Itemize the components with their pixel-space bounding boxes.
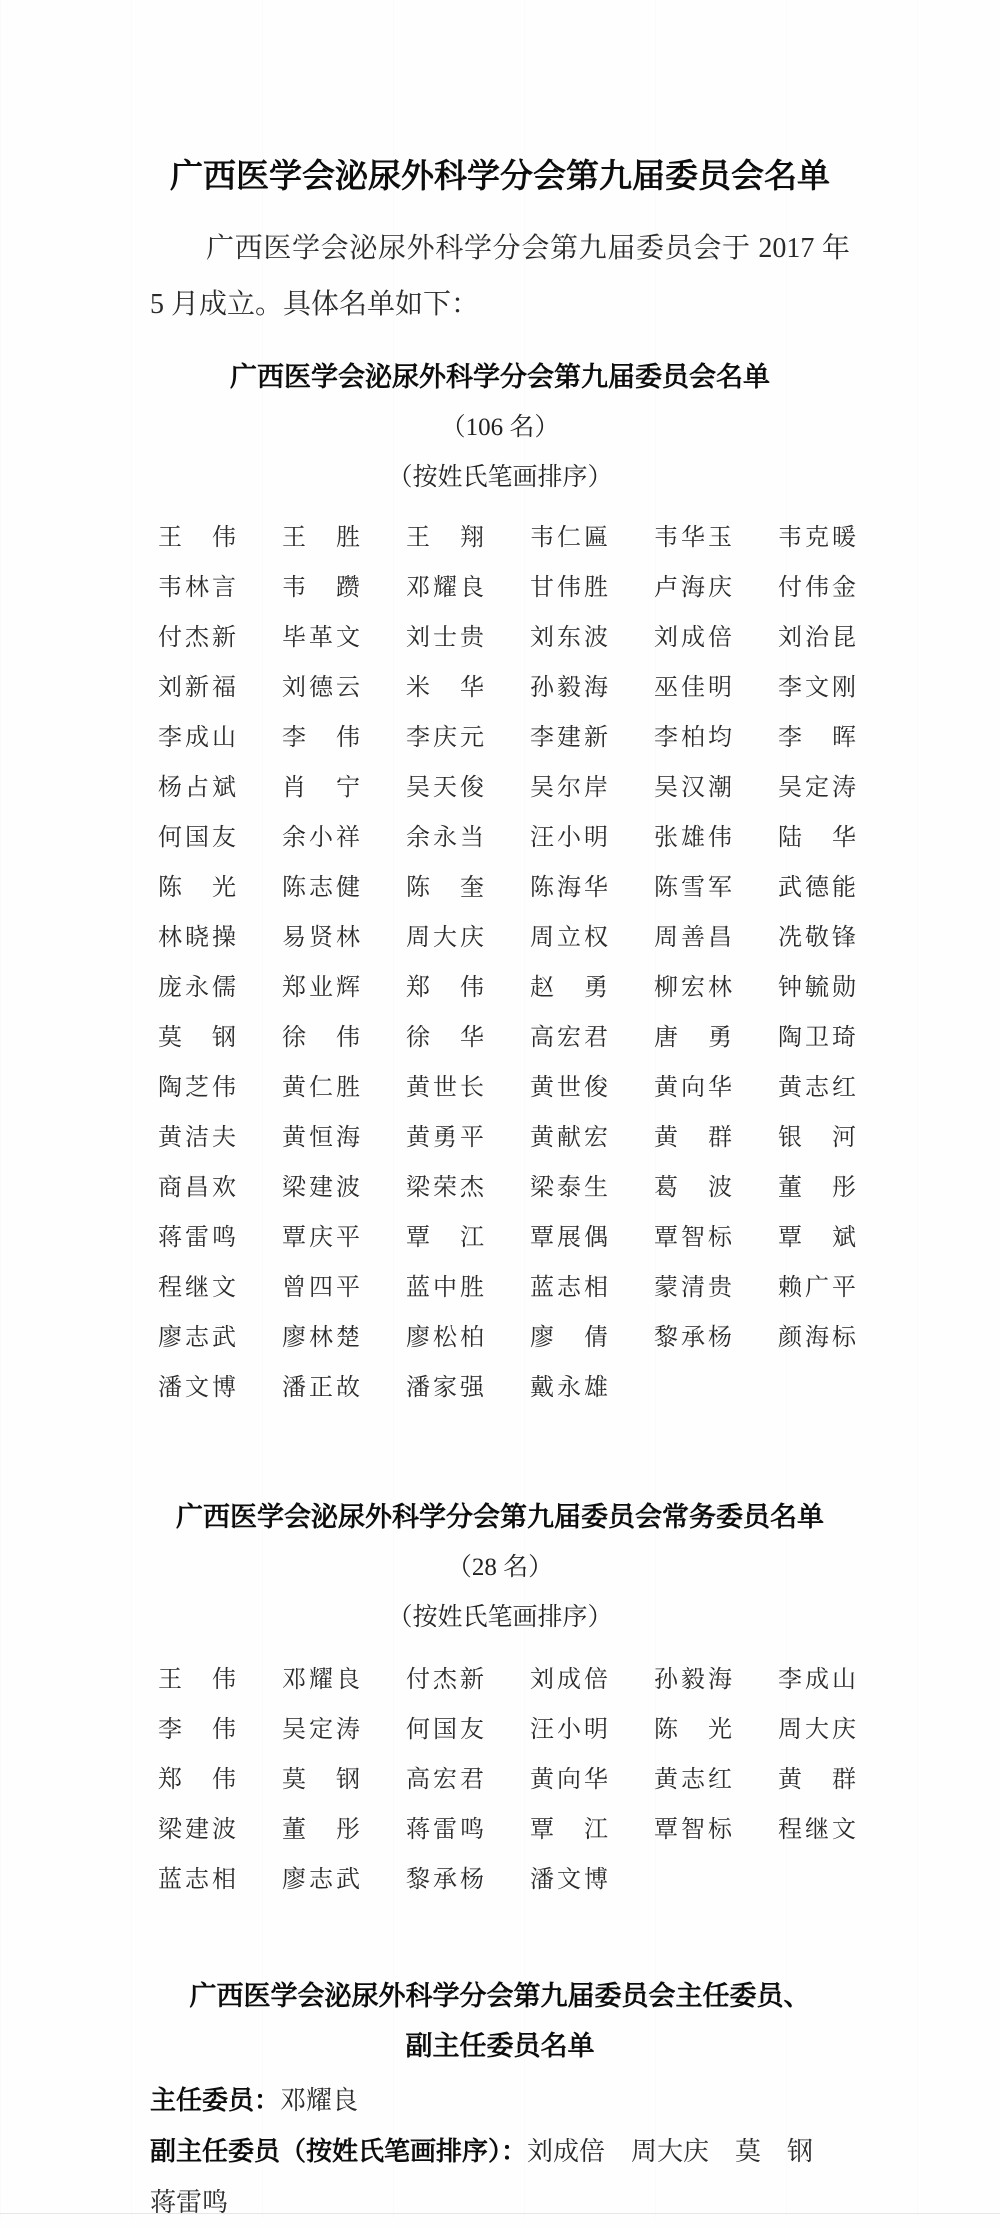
- member-name: 周 立 权: [530, 924, 608, 951]
- member-name: 陆 华: [778, 824, 856, 851]
- member-name: 武 德 能: [778, 874, 856, 901]
- member-name: 郑 伟: [158, 1766, 236, 1793]
- member-name: 刘 德 云: [282, 674, 360, 701]
- member-name: 刘 东 波: [530, 624, 608, 651]
- member-name: 覃 展 偶: [530, 1224, 608, 1251]
- member-name: 徐 华: [406, 1024, 484, 1051]
- member-name: 肖 宁: [282, 774, 360, 801]
- member-name: 潘 正 故: [282, 1374, 360, 1401]
- member-name: 韦 克 暖: [778, 524, 856, 551]
- member-name: 潘 家 强: [406, 1374, 484, 1401]
- section2-sort-note: （按姓氏笔画排序）: [387, 1604, 613, 1631]
- member-name: 葛 波: [654, 1174, 732, 1201]
- member-name: 刘 新 福: [158, 674, 236, 701]
- member-name: 李 建 新: [530, 724, 608, 751]
- member-name: 李 文 刚: [778, 674, 856, 701]
- member-name: 黄 勇 平: [406, 1124, 484, 1151]
- member-name: 李 庆 元: [406, 724, 484, 751]
- member-name: 李 伟: [158, 1716, 236, 1743]
- vice-chairmen-names: 刘成倍 周大庆 莫 钢: [527, 2137, 814, 2166]
- member-name: 银 河: [778, 1124, 856, 1151]
- member-name: 梁 建 波: [282, 1174, 360, 1201]
- member-name: 邓 耀 良: [282, 1666, 360, 1693]
- member-name: 汪 小 明: [530, 1716, 608, 1743]
- member-name: 徐 伟: [282, 1024, 360, 1051]
- member-name: 曾 四 平: [282, 1274, 360, 1301]
- member-name: 庞 永 儒: [158, 974, 236, 1001]
- member-name: 覃 江: [406, 1224, 484, 1251]
- member-name: 陶 芝 伟: [158, 1074, 236, 1101]
- member-name: 廖 志 武: [158, 1324, 236, 1351]
- vice-chairmen-line-wrap: 蒋雷鸣: [150, 2188, 229, 2217]
- member-name: 李 成 山: [158, 724, 236, 751]
- member-name: 蓝 中 胜: [406, 1274, 484, 1301]
- member-name: 陈 雪 军: [654, 874, 732, 901]
- member-name: 蒋 雷 鸣: [158, 1224, 236, 1251]
- member-name: 梁 建 波: [158, 1816, 236, 1843]
- member-name: 郑 业 辉: [282, 974, 360, 1001]
- member-name: 付 杰 新: [158, 624, 236, 651]
- member-name: 王 翔: [406, 524, 484, 551]
- member-name: 潘 文 博: [158, 1374, 236, 1401]
- member-name: 黄 世 俊: [530, 1074, 608, 1101]
- member-name: 高 宏 君: [406, 1766, 484, 1793]
- member-name: 廖 松 柏: [406, 1324, 484, 1351]
- member-name: 廖 林 楚: [282, 1324, 360, 1351]
- member-name: 韦 仁 匾: [530, 524, 608, 551]
- member-name: 周 大 庆: [778, 1716, 856, 1743]
- member-name: 吴 汉 潮: [654, 774, 732, 801]
- member-name: 覃 智 标: [654, 1224, 732, 1251]
- member-name: 覃 江: [530, 1816, 608, 1843]
- member-name: 黎 承 杨: [654, 1324, 732, 1351]
- member-name: 孙 毅 海: [654, 1666, 732, 1693]
- member-name: 王 伟: [158, 1666, 236, 1693]
- member-name: 商 昌 欢: [158, 1174, 236, 1201]
- member-name: 程 继 文: [778, 1816, 856, 1843]
- member-name: 柳 宏 林: [654, 974, 732, 1001]
- member-name: 赖 广 平: [778, 1274, 856, 1301]
- member-name: 付 伟 金: [778, 574, 856, 601]
- member-name: 蒙 清 贵: [654, 1274, 732, 1301]
- member-name: 吴 定 涛: [282, 1716, 360, 1743]
- member-name: 毕 革 文: [282, 624, 360, 651]
- member-name: 赵 勇: [530, 974, 608, 1001]
- member-name: 莫 钢: [158, 1024, 236, 1051]
- member-name: 甘 伟 胜: [530, 574, 608, 601]
- member-name: 黄 世 长: [406, 1074, 484, 1101]
- member-name: 颜 海 标: [778, 1324, 856, 1351]
- member-name: 梁 荣 杰: [406, 1174, 484, 1201]
- vice-chairmen-label: 副主任委员（按姓氏笔画排序）：: [150, 2136, 528, 2166]
- section1-count-note: （106 名）: [440, 414, 560, 441]
- member-name: 黄 向 华: [654, 1074, 732, 1101]
- member-name: 付 杰 新: [406, 1666, 484, 1693]
- member-name: 潘 文 博: [530, 1866, 608, 1893]
- member-name: 韦 华 玉: [654, 524, 732, 551]
- member-name: 刘 治 昆: [778, 624, 856, 651]
- member-name: 陈 光: [158, 874, 236, 901]
- member-name: 覃 庆 平: [282, 1224, 360, 1251]
- member-name: 黄 志 红: [654, 1766, 732, 1793]
- member-name: 刘 士 贵: [406, 624, 484, 651]
- section3-heading-line1: 广西医学会泌尿外科学分会第九届委员会主任委员、: [189, 1981, 811, 2011]
- member-name: 郑 伟: [406, 974, 484, 1001]
- member-name: 黄 洁 夫: [158, 1124, 236, 1151]
- member-name: 董 彤: [282, 1816, 360, 1843]
- member-name: 李 伟: [282, 724, 360, 751]
- member-name: 戴 永 雄: [530, 1374, 608, 1401]
- member-name: 黄 仁 胜: [282, 1074, 360, 1101]
- member-name: 程 继 文: [158, 1274, 236, 1301]
- member-name: 王 伟: [158, 524, 236, 551]
- chairman-name: 邓耀良: [280, 2086, 359, 2115]
- member-name: 周 大 庆: [406, 924, 484, 951]
- member-name: 梁 泰 生: [530, 1174, 608, 1201]
- member-name: 韦 林 言: [158, 574, 236, 601]
- member-name: 余 小 祥: [282, 824, 360, 851]
- member-name: 易 贤 林: [282, 924, 360, 951]
- member-name: 黄 献 宏: [530, 1124, 608, 1151]
- member-name: 李 晖: [778, 724, 856, 751]
- intro-paragraph: 广西医学会泌尿外科学分会第九届委员会于 2017 年 5 月成立。具体名单如下：: [150, 233, 850, 320]
- member-name: 黄 群: [778, 1766, 856, 1793]
- member-name: 余 永 当: [406, 824, 484, 851]
- member-name: 何 国 友: [406, 1716, 484, 1743]
- section1-member-grid: [158, 509, 856, 1409]
- member-name: 覃 智 标: [654, 1816, 732, 1843]
- section2-count-note: （28 名）: [446, 1554, 554, 1581]
- member-name: 吴 天 俊: [406, 774, 484, 801]
- member-name: 廖 倩: [530, 1324, 608, 1351]
- member-name: 董 彤: [778, 1174, 856, 1201]
- member-name: 黎 承 杨: [406, 1866, 484, 1893]
- section1-sort-note: （按姓氏笔画排序）: [387, 464, 613, 491]
- member-name: 陈 志 健: [282, 874, 360, 901]
- member-name: 周 善 昌: [654, 924, 732, 951]
- section2-member-grid: [158, 1651, 856, 1901]
- chairman-line: [150, 2075, 850, 2126]
- member-name: 吴 定 涛: [778, 774, 856, 801]
- member-name: 陶 卫 琦: [778, 1024, 856, 1051]
- member-name: 莫 钢: [282, 1766, 360, 1793]
- member-name: 陈 海 华: [530, 874, 608, 901]
- member-name: 覃 斌: [778, 1224, 856, 1251]
- member-name: 吴 尔 岸: [530, 774, 608, 801]
- vice-chairmen-line: [150, 2126, 850, 2177]
- member-name: 黄 向 华: [530, 1766, 608, 1793]
- member-name: 刘 成 倍: [530, 1666, 608, 1693]
- member-name: 张 雄 伟: [654, 824, 732, 851]
- member-name: 何 国 友: [158, 824, 236, 851]
- member-name: 高 宏 君: [530, 1024, 608, 1051]
- section2-heading: 广西医学会泌尿外科学分会第九届委员会常务委员名单: [176, 1502, 824, 1532]
- member-name: 钟 毓 勋: [778, 974, 856, 1001]
- member-name: 黄 志 红: [778, 1074, 856, 1101]
- member-name: 蓝 志 相: [158, 1866, 236, 1893]
- member-name: 刘 成 倍: [654, 624, 732, 651]
- member-name: 李 成 山: [778, 1666, 856, 1693]
- page-bottom-divider: [0, 2213, 1000, 2214]
- member-name: 黄 恒 海: [282, 1124, 360, 1151]
- document-title: 广西医学会泌尿外科学分会第九届委员会名单: [170, 157, 830, 194]
- member-name: 廖 志 武: [282, 1866, 360, 1893]
- member-name: 韦 躜: [282, 574, 360, 601]
- member-name: 黄 群: [654, 1124, 732, 1151]
- section3-heading: [150, 1971, 850, 2071]
- member-name: 唐 勇: [654, 1024, 732, 1051]
- member-name: 卢 海 庆: [654, 574, 732, 601]
- member-name: 邓 耀 良: [406, 574, 484, 601]
- member-name: 汪 小 明: [530, 824, 608, 851]
- section1-heading: 广西医学会泌尿外科学分会第九届委员会名单: [230, 362, 770, 392]
- member-name: 林 晓 操: [158, 924, 236, 951]
- member-name: 杨 占 斌: [158, 774, 236, 801]
- member-name: 蓝 志 相: [530, 1274, 608, 1301]
- member-name: 冼 敬 锋: [778, 924, 856, 951]
- member-name: 王 胜: [282, 524, 360, 551]
- member-name: 陈 奎: [406, 874, 484, 901]
- chairman-label: 主任委员：: [150, 2085, 281, 2115]
- section3-heading-line2: 副主任委员名单: [405, 2031, 595, 2061]
- member-name: 李 柏 均: [654, 724, 732, 751]
- member-name: 巫 佳 明: [654, 674, 732, 701]
- member-name: 孙 毅 海: [530, 674, 608, 701]
- member-name: 米 华: [406, 674, 484, 701]
- member-name: 蒋 雷 鸣: [406, 1816, 484, 1843]
- member-name: 陈 光: [654, 1716, 732, 1743]
